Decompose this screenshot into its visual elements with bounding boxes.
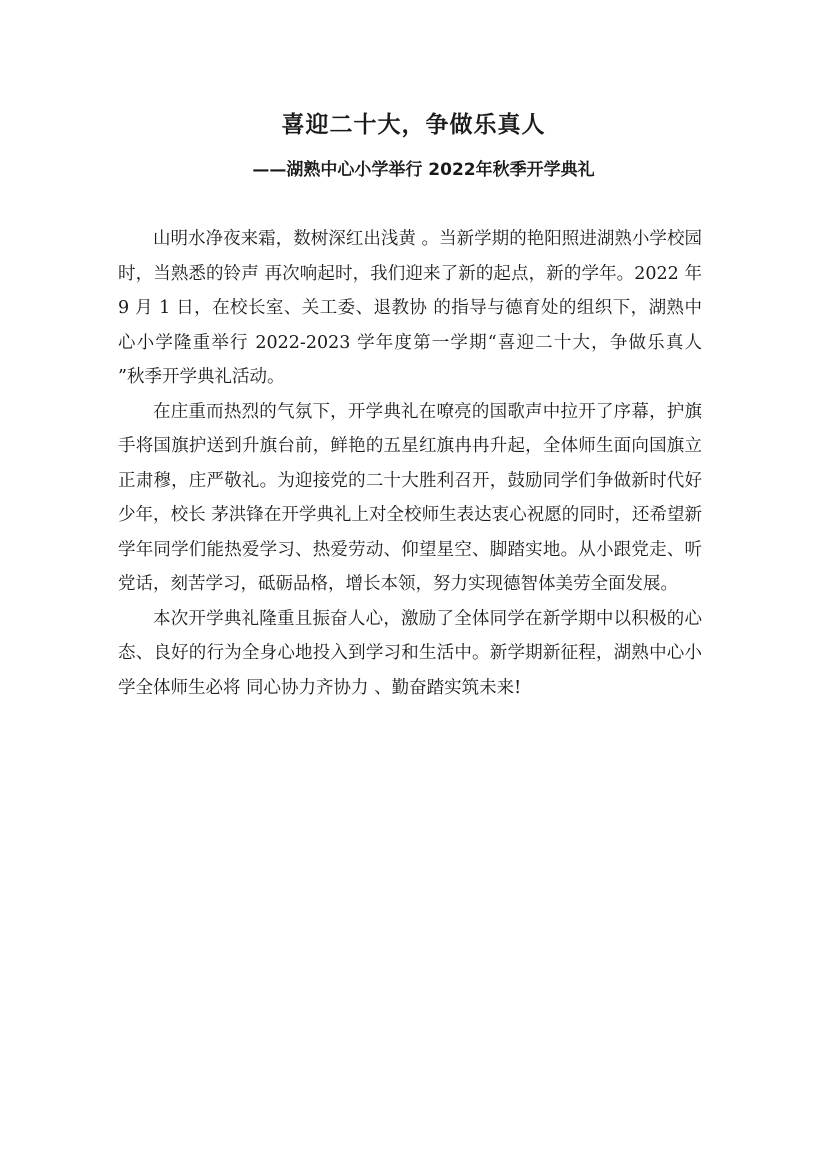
paragraph-1: 山明水净夜来霜，数树深红出浅黄 。当新学期的艳阳照进湖熟小学校园时，当熟悉的铃声 再次响起时，我们迎来了新的起点，新的学年。2022 年 9 月 1 日，在校长室、关工委、退教协 的指导与德育处的组织下，湖熟中心小学隆重举行 2022-2023 学年度第一学期“喜迎二十大，争做乐真人 ”秋季开学典礼活动。 xyxy=(118,229,702,387)
document-subtitle: ——湖熟中心小学举行 2022年秋季开学典礼 xyxy=(252,160,595,180)
document-body xyxy=(118,222,702,705)
paragraph-2: 在庄重而热烈的气氛下，开学典礼在嘹亮的国歌声中拉开了序幕，护旗手将国旗护送到升旗台前，鲜艳的五星红旗冉冉升起，全体师生面向国旗立正肃穆，庄严敬礼。为迎接党的二十大胜利召开，鼓励同学们争做新时代好少年，校长 茅洪锋在开学典礼上对全校师生表达衷心祝愿的同时，还希望新学年同学们能热爱学习、热爱劳动、仰望星空、脚踏实地。从小跟党走、听党话，刻苦学习，砥砺品格，增长本领，努力实现德智体美劳全面发展。 xyxy=(118,401,702,594)
paragraph-3: 本次开学典礼隆重且振奋人心，激励了全体同学在新学期中以积极的心态、良好的行为全身心地投入到学习和生活中。新学期新征程，湖熟中心小学全体师生必将 同心协力齐协力 、勤奋踏实筑未来! xyxy=(118,608,702,698)
document-title: 喜迎二十大，争做乐真人 xyxy=(281,112,546,138)
